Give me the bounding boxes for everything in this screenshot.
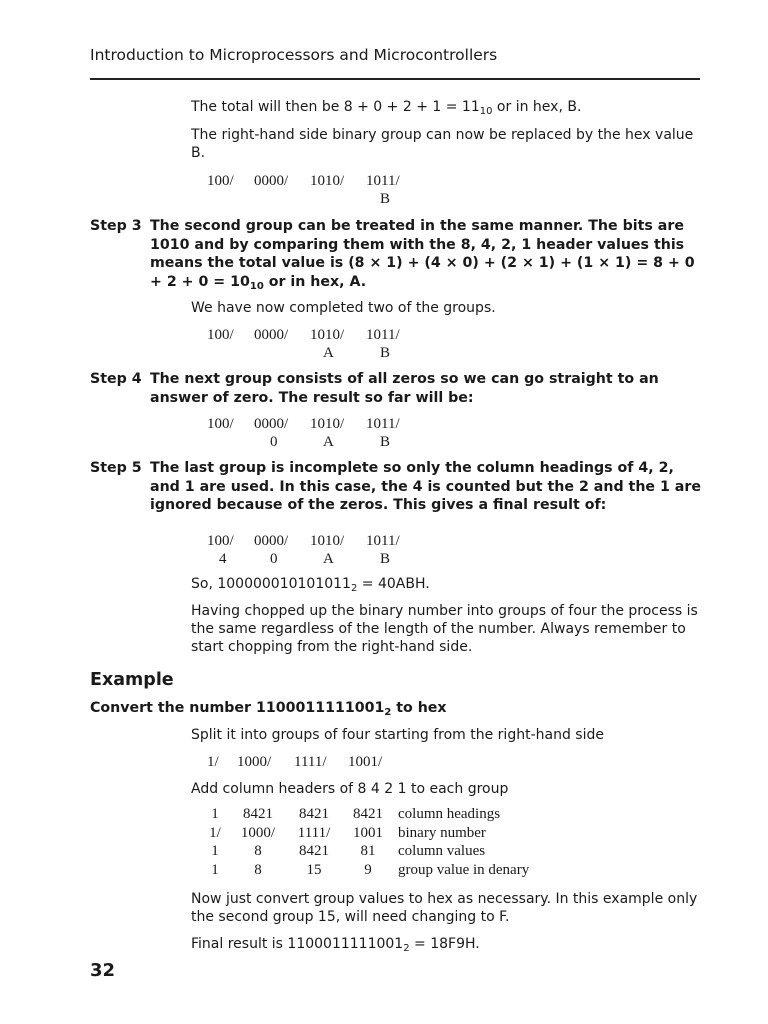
group-1011: 1011/: [366, 173, 400, 189]
step-label: Step 4: [90, 371, 142, 387]
table-cell: 15: [306, 861, 322, 878]
result-subscript: 2: [350, 583, 358, 594]
hex-digit: B: [380, 345, 391, 361]
table-cell: 8421: [299, 806, 329, 822]
group-1010: 1010/: [310, 327, 345, 343]
step-text: The last group is incomplete so only the column headings of 4, 2, and 1 are used. In this case, the 4 is counted but the 2 and the 1 are ignored because of the zeros. This gives a final result of:: [150, 460, 701, 513]
hex-digit: 4: [219, 551, 227, 567]
hex-digit: A: [323, 345, 334, 361]
group-100: 100/: [207, 533, 234, 549]
table-cell: 8421: [299, 843, 329, 859]
convert-paragraph: Now just convert group values to hex as necessary. In this example only the second group 15, will need changing to F.: [191, 891, 698, 925]
group-1010: 1010/: [310, 533, 345, 549]
group-1010: 1010/: [310, 416, 345, 432]
table-cell: column values: [398, 843, 486, 859]
table-cell: binary number: [398, 824, 486, 841]
step-3-text: The second group can be treated in the same manner. The bits are 1010 and by comparing them with the 8, 4, 2, 1 header values this means the total value is (8 × 1) + (4 × 0) + (2 × 1) + (1 × 1) = 8 + 0 + 2 + 0 = 10: [150, 218, 695, 290]
total-text: The total will then be 8 + 0 + 2 + 1 = 11: [191, 99, 480, 115]
running-header: Introduction to Microprocessors and Microcontrollers: [90, 46, 498, 64]
group-0000: 0000/: [254, 173, 289, 189]
split-group: 1111/: [294, 754, 327, 770]
total-paragraph: [191, 98, 700, 116]
example-heading: Example: [90, 670, 174, 690]
step-3-text-end: or in hex, A.: [263, 273, 367, 290]
group-1011: 1011/: [366, 416, 400, 432]
group-1010: 1010/: [310, 173, 345, 189]
group-1011: 1011/: [366, 533, 400, 549]
group-100: 100/: [207, 327, 234, 343]
result-text: So, 100000010101011: [191, 576, 351, 592]
table-cell: 1001: [353, 824, 383, 841]
split-paragraph: Split it into groups of four starting from the right-hand side: [191, 727, 604, 743]
header-rule: [90, 78, 700, 80]
hex-digit: B: [380, 434, 391, 450]
table-cell: 1: [211, 861, 219, 878]
table-cell: 8: [254, 861, 262, 878]
step-label: Step 5: [90, 460, 142, 476]
example-subheading-subscript: 2: [384, 707, 392, 718]
result-paragraph: [191, 575, 700, 593]
table-cell: 1111/: [297, 824, 331, 841]
group-0000: 0000/: [254, 533, 289, 549]
table-cell: 1000/: [240, 824, 276, 841]
group-100: 100/: [207, 173, 234, 189]
hex-digit: A: [323, 551, 334, 567]
step-text: The next group consists of all zeros so we can go straight to an answer of zero. The result so far will be:: [150, 371, 659, 406]
table-cell: 9: [364, 861, 372, 878]
table-cell: 1: [211, 806, 219, 822]
table-cell: 8421: [353, 806, 383, 822]
table-cell: 1: [211, 843, 219, 859]
example-subheading-text-end: to hex: [391, 700, 447, 716]
step-label: Step 3: [90, 218, 142, 234]
example-subheading-text: Convert the number 1100011111001: [90, 700, 385, 716]
example-subheading: [90, 700, 447, 716]
total-text-end: or in hex, B.: [492, 99, 582, 115]
page-number: 32: [90, 960, 116, 981]
final-result-subscript: 2: [403, 943, 410, 954]
hex-digit: B: [380, 191, 391, 207]
total-subscript: 10: [479, 106, 493, 117]
table-cell: column headings: [398, 806, 501, 822]
final-result-paragraph: [191, 935, 700, 953]
table-cell: group value in denary: [398, 861, 530, 878]
group-1011: 1011/: [366, 327, 400, 343]
table-cell: 81: [360, 843, 376, 859]
group-0000: 0000/: [254, 416, 289, 432]
split-group: 1000/: [237, 754, 272, 770]
table-cell: 8: [254, 843, 262, 859]
split-group: 1001/: [348, 754, 383, 770]
hex-digit: B: [380, 551, 391, 567]
group-100: 100/: [207, 416, 234, 432]
step-text: [150, 217, 705, 291]
completed-paragraph: We have now completed two of the groups.: [191, 300, 496, 316]
final-result-text: Final result is 1100011111001: [191, 936, 404, 952]
replace-paragraph: The right-hand side binary group can now be replaced by the hex value B.: [191, 127, 694, 161]
hex-digit: A: [323, 434, 334, 450]
result-text-end: = 40ABH.: [357, 576, 430, 592]
step-3-subscript: 10: [249, 280, 264, 292]
final-result-text-end: = 18F9H.: [409, 936, 480, 952]
split-group: 1/: [207, 754, 219, 770]
chopped-paragraph: Having chopped up the binary number into groups of four the process is the same regardless of the length of the number. Always remember to start chopping from the right-hand side.: [191, 603, 698, 655]
table-cell: 1/: [209, 824, 221, 841]
hex-digit: 0: [270, 551, 278, 567]
group-0000: 0000/: [254, 327, 289, 343]
table-cell: 8421: [243, 806, 273, 822]
add-headers-paragraph: Add column headers of 8 4 2 1 to each group: [191, 781, 509, 797]
hex-digit: 0: [270, 434, 278, 450]
